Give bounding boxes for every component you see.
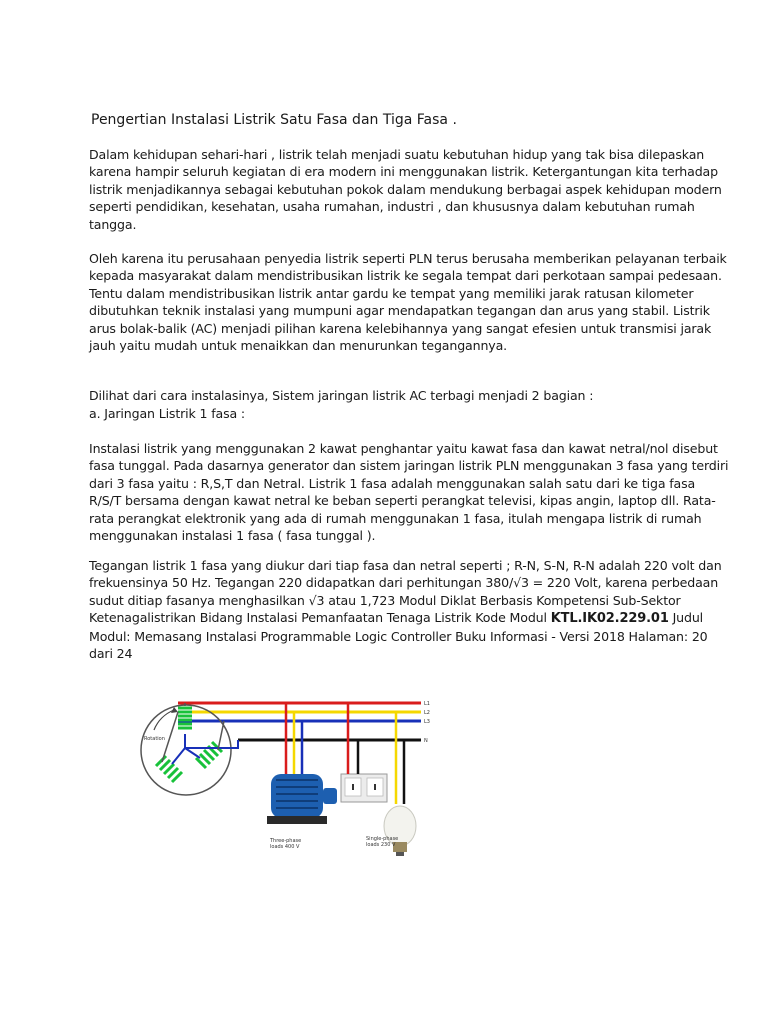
line-label-n: N <box>424 738 428 744</box>
coil-top <box>178 706 192 734</box>
paragraph-2: Oleh karena itu perusahaan penyedia listrik seperti PLN terus berusaha memberikan pelayanan terbaik kepada masyarakat dalam mendistribusikan listrik ke segala tempat dari perkotaan sampai pedesaan. Tentu dalam mendistribusikan listrik antar gardu ke tempat yang memiliki jarak ratusan kilometer dibutuhkan teknik instalasi yang mumpuni agar mendapatkan tegangan dan arus yang stabil. Listrik arus bolak-balik (AC) menjadi pilihan karena kelebihannya yang sangat efesien untuk transmisi jarak jauh yaitu mudah untuk menaikkan dan menurunkan tegangannya. <box>89 251 727 354</box>
light-bulb <box>384 806 416 856</box>
line-label-l3: L3 <box>424 719 430 725</box>
paragraph-3: Dilihat dari cara instalasinya, Sistem jaringan listrik AC terbagi menjadi 2 bagian : <box>89 388 594 403</box>
document-title: Pengertian Instalasi Listrik Satu Fasa dan Tiga Fasa . <box>91 112 457 128</box>
kode-modul: KTL.IK02.229.01 <box>550 611 669 627</box>
three-phase-label-2: loads 400 V <box>270 844 300 850</box>
single-phase-label-1: Single-phase <box>366 836 399 842</box>
three-phase-motor <box>267 774 337 824</box>
paragraph-6 <box>89 557 729 662</box>
paragraph-6-tail: Judul Modul: Memasang Instalasi Programmable Logic Controller Buku Informasi - Versi 2018 Halaman: 20 dari 24 <box>89 610 708 662</box>
single-phase-label-2: loads 230 V <box>366 842 396 848</box>
paragraph-6-text: Tegangan listrik 1 fasa yang diukur dari tiap fasa dan netral seperti ; R-N, S-N, R-N adalah 220 volt dan frekuensinya 50 Hz. Tegangan 220 didapatkan dari perhitungan 380/√3 = 220 Volt, karena perbedaan sudut ditiap fasanya menghasilkan √3 atau 1,723 Modul Diklat Berbasis Kompetensi Sub-Sektor Ketenagalistrikan Bidang Instalasi Pemanfaatan Tenaga Listrik Kode Modul <box>89 558 722 626</box>
diagram-svg <box>138 688 438 868</box>
wall-socket <box>341 774 387 802</box>
paragraph-5: Instalasi listrik yang menggunakan 2 kawat penghantar yaitu kawat fasa dan kawat netral/nol disebut fasa tunggal. Pada dasarnya generator dan sistem jaringan listrik PLN menggunakan 3 fasa yang terdiri dari 3 fasa yaitu : R,S,T dan Netral. Listrik 1 fasa adalah menggunakan salah satu dari ke tiga fasa R/S/T bersama dengan kawat netral ke beban seperti perangkat televisi, kipas angin, laptop dll. Rata-rata perangkat elektronik yang ada di rumah menggunakan 1 fasa, itulah mengapa listrik di rumah menggunakan instalasi 1 fasa ( fasa tunggal ). <box>89 441 729 544</box>
paragraph-1: Dalam kehidupan sehari-hari , listrik telah menjadi suatu kebutuhan hidup yang tak bisa dilepaskan karena hampir seluruh kegiatan di era modern ini menggunakan listrik. Ketergantungan kita terhadap listrik menjadikannya sebagai kebutuhan pokok dalam mendukung berbagai aspek kehidupan modern seperti pendidikan, kesehatan, usaha rumahan, industri , dan khususnya dalam kebutuhan rumah tangga. <box>89 147 722 232</box>
line-label-l1: L1 <box>424 701 430 707</box>
paragraph-4: a. Jaringan Listrik 1 fasa : <box>89 406 245 421</box>
three-phase-label-1: Three-phase <box>270 838 302 844</box>
line-label-l2: L2 <box>424 710 430 716</box>
coil-left <box>156 756 182 782</box>
three-phase-diagram <box>138 688 438 868</box>
rotation-arrowhead <box>171 707 178 713</box>
rotation-label: Rotation <box>144 736 165 742</box>
